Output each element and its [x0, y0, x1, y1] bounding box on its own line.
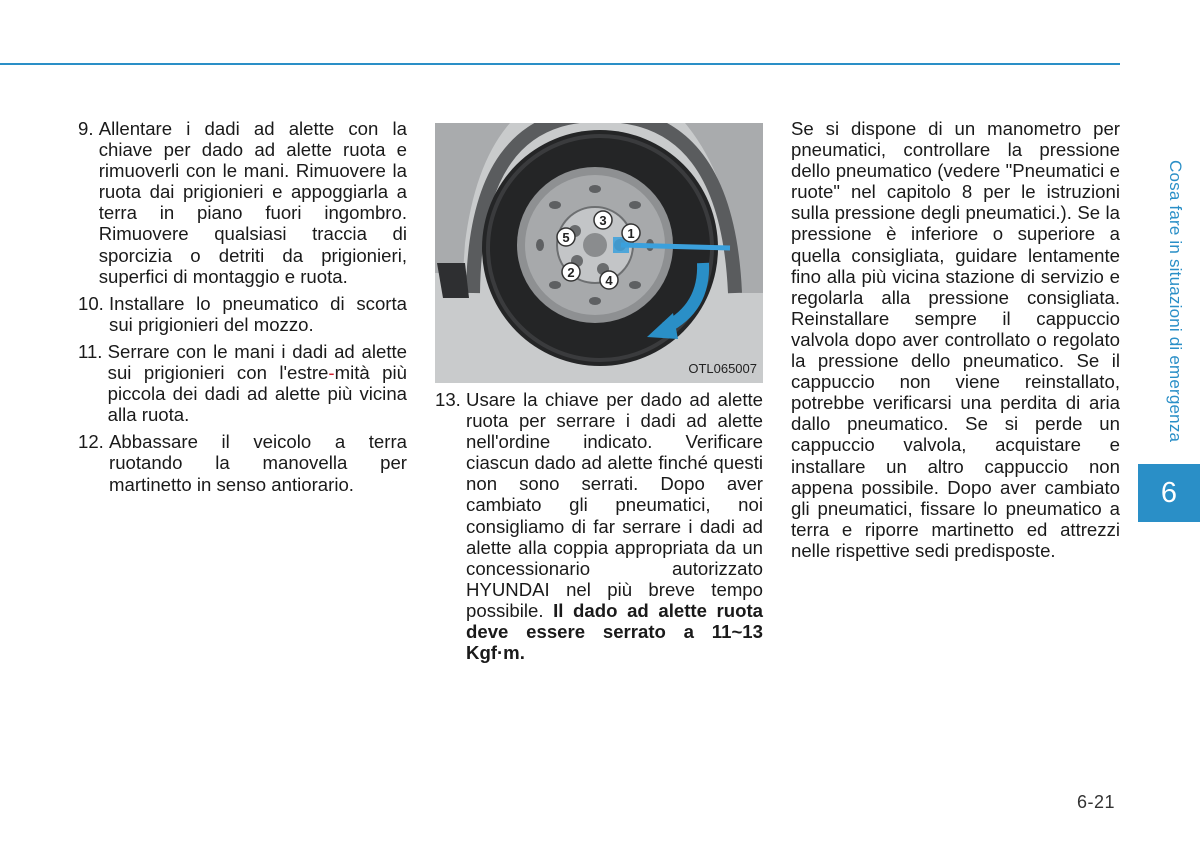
step-number: 10.: [78, 292, 110, 314]
page-number: 6-21: [1077, 792, 1116, 812]
chapter-title-vertical: [1163, 160, 1185, 460]
column-right: [791, 118, 1120, 561]
wheel-illustration: [435, 123, 763, 383]
step-text: Abbassare il veicolo a terra ruotando la manovella per martinetto in senso antiorario.: [109, 431, 407, 495]
step-text: Allentare i dadi ad alette con la chiave per dado ad alette ruota e rimuoverli con le mani. Rimuovere la ruota dai prigionieri e appoggiarla a terra in piano fuori ingombro. Rimuovere qualsiasi traccia di sporcizia o detriti da prigionieri, superfici di montaggio e ruota.: [98, 118, 407, 287]
column-left: [78, 118, 407, 501]
step-11: [78, 341, 407, 425]
callout-label: 5: [562, 230, 570, 245]
column-middle: [435, 120, 763, 669]
callout-label: 2: [567, 265, 575, 280]
chapter-tab: [1138, 464, 1200, 522]
step-number: 12.: [78, 431, 110, 453]
callout-3: [594, 211, 612, 229]
step-text-regular: Usare la chiave per dado ad alette ruota per serrare i dadi ad alette nell'ordine indicato. Verificare ciascun dado ad alette finché questi non sono serrati. Dopo aver cambiato gli pneumatici, noi consigliamo di far serrare i dadi ad alette alla coppia appropriata da un concessionario autorizzato HYUNDAI nel più breve tempo possibile.: [466, 389, 763, 621]
step-text: [108, 341, 407, 425]
step-number: 11.: [78, 340, 108, 362]
wheel-diagram: [435, 123, 763, 383]
callout-2: [562, 263, 580, 281]
step-text: Installare lo pneumatico di scorta sui prigionieri del mozzo.: [109, 292, 407, 335]
step-9: [78, 118, 407, 287]
callout-4: [600, 271, 618, 289]
step-text: [466, 389, 763, 663]
hyphen-mark: -: [328, 362, 335, 384]
figure-code: OTL065007: [688, 360, 757, 376]
chapter-number: 6: [1160, 476, 1178, 509]
callout-label: 3: [599, 213, 607, 228]
step-text-part-a: Serrare con le mani i dadi ad alette sui prigionieri con l'estre: [107, 340, 407, 384]
callout-1: [622, 224, 640, 242]
step-12: [78, 431, 407, 494]
callout-label: 4: [605, 273, 613, 288]
callout-label: 1: [627, 226, 635, 241]
torque-warning: Il dado ad alette ruota deve essere serrato a 11~13 Kgf·m.: [466, 599, 763, 664]
wrench-handle: [621, 245, 730, 248]
tire-pressure-paragraph: Se si dispone di un manometro per pneumatici, controllare la pressione dello pneumatico (vedere "Pneumatici e ruote" nel capitolo 8 per le istruzioni sulla pressione degli pneumatici.). Se la pressione è inferiore o superiore a quella consigliata, guidare lentamente fino alla più vicina stazione di servizio e regolarla alla pressione consigliata. Reinstallare sempre il cappuccio valvola dopo aver controllato o regolato la pressione dello pneumatico. Se il cappuccio non viene reinstallato, potrebbe verificarsi una perdita di aria dallo pneumatico. Se si perde un cappuccio valvola, acquistare e installare un altro cappuccio non appena possibile. Dopo aver cambiato gli pneumatici, fissare lo pneumatico a terra e riporre martinetto ed attrezzi nelle rispettive sedi predisposte.: [791, 118, 1120, 561]
header-rule: [0, 63, 1120, 65]
step-13: [435, 389, 763, 663]
chapter-title: Cosa fare in situazioni di emergenza: [1166, 160, 1185, 443]
step-number: 13.: [435, 389, 467, 410]
step-number: 9.: [78, 118, 99, 139]
hub-center: [583, 233, 607, 257]
step-10: [78, 293, 407, 335]
step-text-part-b: mità più piccola dei dadi ad alette più vicina alla ruota.: [107, 362, 407, 426]
callout-5: [557, 228, 575, 246]
